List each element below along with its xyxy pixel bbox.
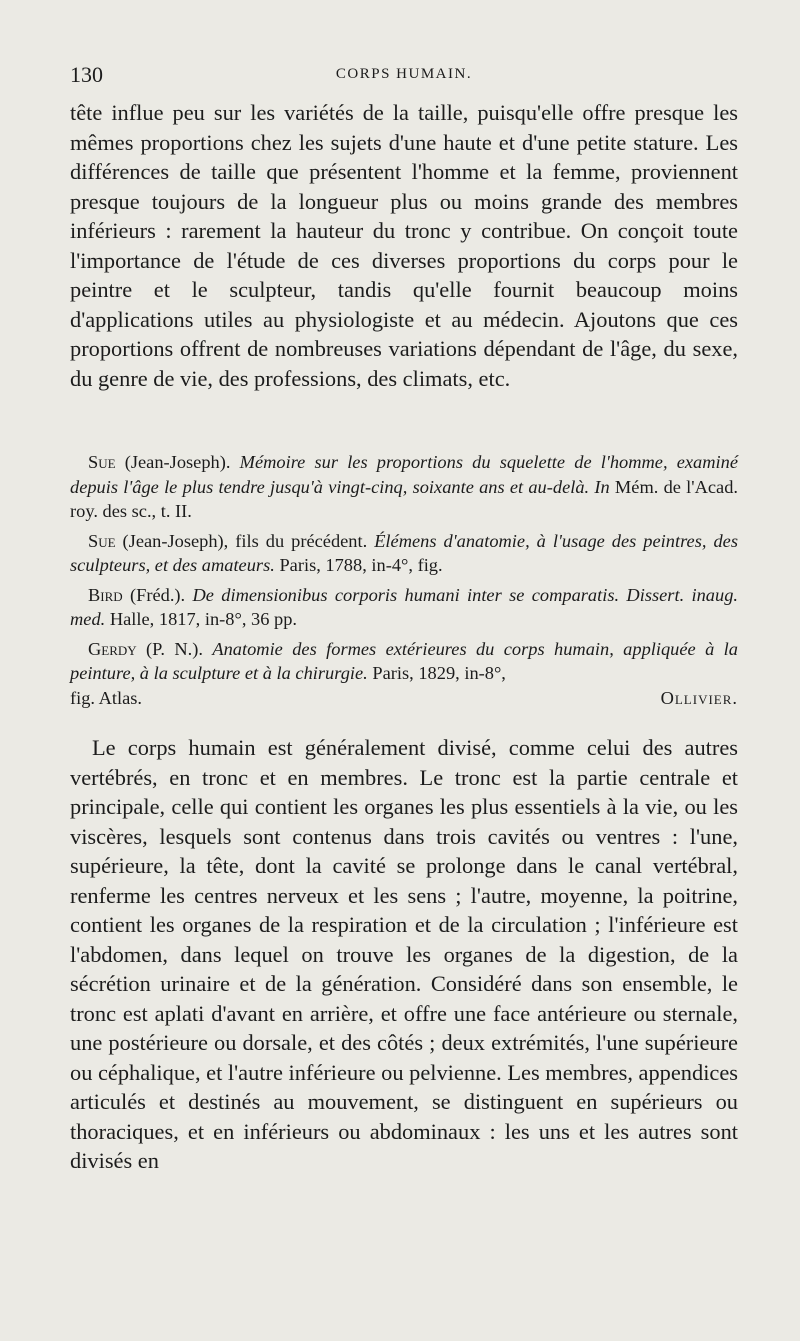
- paragraph: Le corps humain est généralement divisé, comme celui des autres vertébrés, en tronc et en membres. Le tronc est la partie centrale et principale, celle qui contient les organes les plus essentiels à la vie, ou les viscères, lesquels sont contenus dans trois cavités ou ventres : l'une, supérieure, la tête, dont la cavité se prolonge dans le canal vertébral, renferme les centres nerveux et les sens ; l'autre, moyenne, la poitrine, contient les organes de la respiration et de la circulation ; l'inférieure est l'abdomen, dans lequel on trouve les organes de la digestion, de la sécrétion urinaire et de la génération. Considéré dans son ensemble, le tronc est aplati d'avant en arrière, et offre une face antérieure ou sternale, une postérieure ou dorsale, et des côtés ; deux extrémités, l'une supérieure ou céphalique, et l'autre inférieure ou pelvienne. Les membres, appendices articulés et destinés au mouvement, se distinguent en supérieurs ou thoraciques, et en inférieurs ou abdominaux : les uns et les autres sont divisés en: [70, 735, 739, 1173]
- page-header: [70, 62, 738, 92]
- reference-author: Sue: [88, 452, 116, 472]
- running-title: CORPS HUMAIN.: [335, 66, 473, 82]
- reference-title: De dimensionibus corporis humani inter se comparatis. Dissert. inaug. med.: [70, 584, 738, 629]
- reference-author-detail: (Fréd.).: [122, 584, 193, 605]
- reference-item: [70, 583, 738, 632]
- text-block-top: [70, 98, 738, 393]
- reference-publication: Paris, 1829, in-8°,: [367, 663, 506, 683]
- text-block-bottom: [70, 733, 738, 1176]
- paragraph: tête influe peu sur les variétés de la taille, puisqu'elle offre presque les mêmes proportions chez les sujets d'une haute et d'une petite stature. Les différences de taille que présentent l'homme et la femme, proviennent presque toujours de la longueur plus ou moins grande des membres inférieurs : rarement la hauteur du tronc y contribue. On conçoit toute l'importance de l'étude de ces diverses proportions du corps pour le peintre et le sculpteur, tandis qu'elle fournit beaucoup moins d'applications utiles au physiologiste et au médecin. Ajoutons que ces proportions offrent de nombreuses variations dépendant de l'âge, du sexe, du genre de vie, des professions, des climats, etc.: [70, 100, 738, 391]
- reference-author: Bird: [88, 584, 123, 605]
- signature-line: [70, 686, 738, 711]
- author-signature: Ollivier.: [660, 687, 738, 708]
- reference-title: Mémoire sur les proportions du squelette de l'homme, examiné depuis l'âge le plus tendre jusqu'à vingt-cinq, soixante ans et au-delà. In: [70, 452, 738, 497]
- reference-item: [70, 450, 738, 524]
- page-number: 130: [70, 62, 103, 87]
- reference-publication: Paris, 1788, in-4°, fig.: [274, 555, 443, 575]
- bibliography: [70, 450, 738, 715]
- reference-title: Anatomie des formes extérieures du corps humain, appliquée à la peinture, à la sculpture et à la chirurgie.: [70, 638, 738, 683]
- reference-title: Élémens d'anatomie, à l'usage des peintres, des sculpteurs, et des amateurs.: [70, 530, 738, 575]
- reference-author-detail: (Jean-Joseph).: [115, 452, 240, 472]
- reference-publication: Mém. de l'Acad. roy. des sc., t. II.: [70, 476, 738, 521]
- reference-publication: Halle, 1817, in-8°, 36 pp.: [105, 609, 297, 629]
- reference-author-detail: (Jean-Joseph), fils du précédent.: [115, 530, 375, 551]
- reference-item: [70, 637, 738, 711]
- reference-item: [70, 529, 738, 578]
- reference-last-line: fig. Atlas.: [70, 687, 143, 708]
- reference-author: Sue: [88, 530, 116, 551]
- reference-author: Gerdy: [88, 638, 137, 659]
- reference-author-detail: (P. N.).: [136, 638, 213, 659]
